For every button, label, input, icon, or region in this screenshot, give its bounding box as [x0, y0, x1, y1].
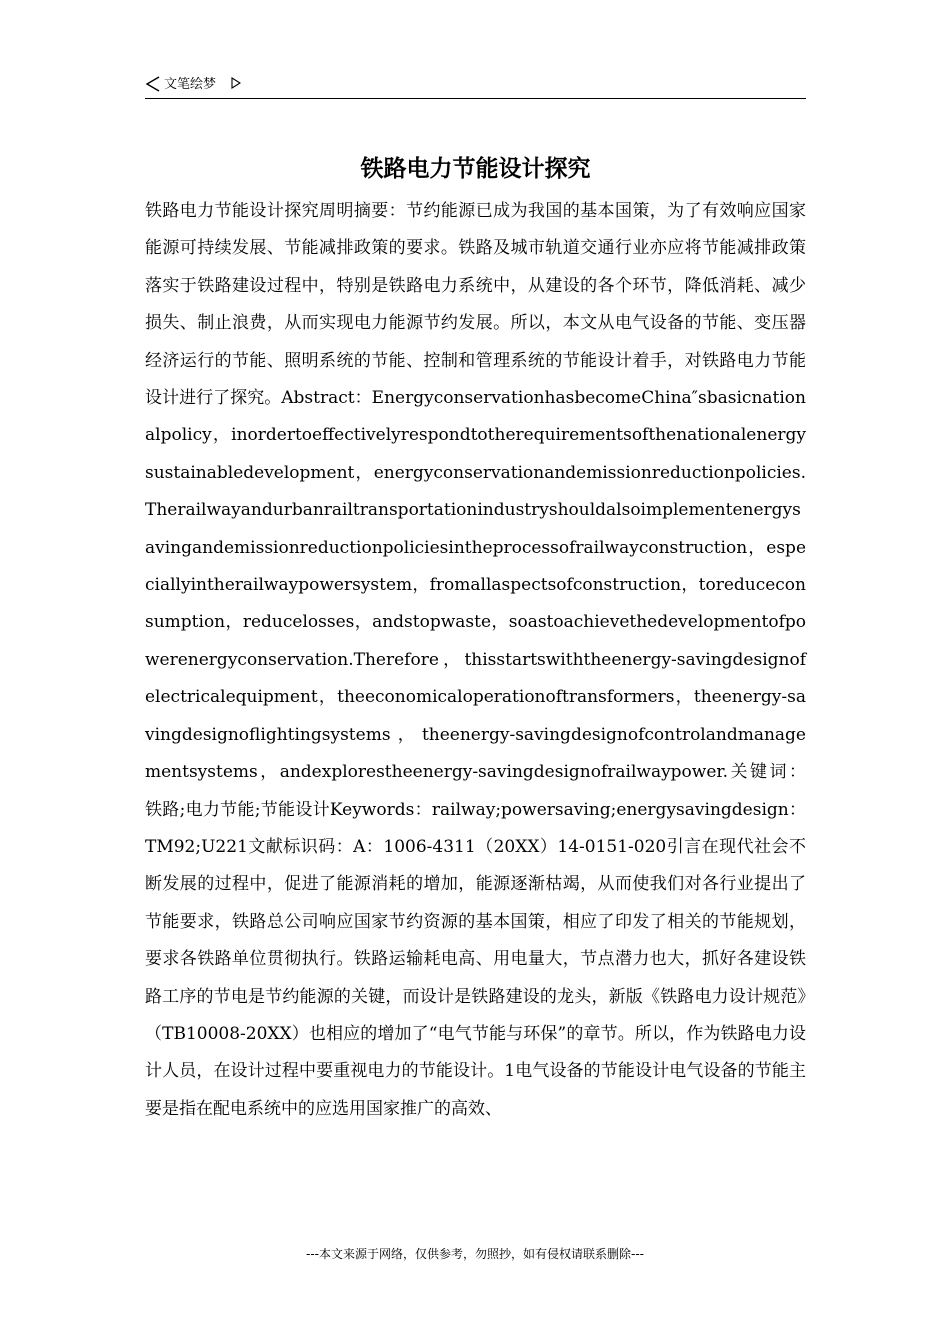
triangle-right-icon — [231, 77, 241, 89]
page-header — [145, 72, 806, 99]
footer-notice: ---本文来源于网络，仅供参考，勿照抄，如有侵权请联系删除--- — [306, 1247, 644, 1261]
header-brand: 文笔绘梦 — [164, 77, 217, 92]
triangle-left-icon — [145, 76, 161, 92]
document-body: 铁路电力节能设计探究周明摘要：节约能源已成为我国的基本国策，为了有效响应国家能源可持续发展、节能减排政策的要求。铁路及城市轨道交通行业亦应将节能减排政策落实于铁路建设过程中，特别是铁路电力系统中，从建设的各个环节，降低消耗、减少损失、制止浪费，从而实现电力能源节约发展。所以，本文从电气设备的节能、变压器经济运行的节能、照明系统的节能、控制和管理系统的节能设计着手，对铁路电力节能设计进行了探究。Abstract：EnergyconservationhasbecomeChina″sbasicnationalpolicy，inordertoeffectivelyrespondtotherequirementsofthenationalenergysustainabledevelopment，energyconservationandemissionreductionpolicies.Therailwayandurbanrailtransportationindustryshouldalsoimplementenergysavingandemissionreductionpoliciesintheprocessofrailwayconstruction，especiallyintherailwaypowersystem，fromallaspectsofconstruction，toreduceconsumption，reducelosses，andstopwaste，soastoachievethedevelopmentofpowerenergyconservation.Therefore，thisstartswiththeenergy-savingdesignofelectricalequipment，theeconomicaloperationoftransformers，theenergy-savingdesignoflightingsystems，theenergy-savingdesignofcontrolandmanagementsystems，andexplorestheenergy-savingdesignofrailwaypower.关键词：铁路;电力节能;节能设计Keywords：railway;powersaving;energysavingdesign：TM92;U221文献标识码：A：1006-4311（20XX）14-0151-020引言在现代社会不断发展的过程中，促进了能源消耗的增加，能源逐渐枯竭，从而使我们对各行业提出了节能要求，铁路总公司响应国家节约资源的基本国策，相应了印发了相关的节能规划，要求各铁路单位贯彻执行。铁路运输耗电高、用电量大，节点潜力也大，抓好各建设铁路工序的节电是节约能源的关键，而设计是铁路建设的龙头，新版《铁路电力设计规范》（TB10008-20XX）也相应的增加了“电气节能与环保”的章节。所以，作为铁路电力设计人员，在设计过程中要重视电力的节能设计。1电气设备的节能设计电气设备的节能主要是指在配电系统中的应选用国家推广的高效、 — [145, 201, 806, 1119]
document-title: 铁路电力节能设计探究 — [360, 155, 591, 182]
